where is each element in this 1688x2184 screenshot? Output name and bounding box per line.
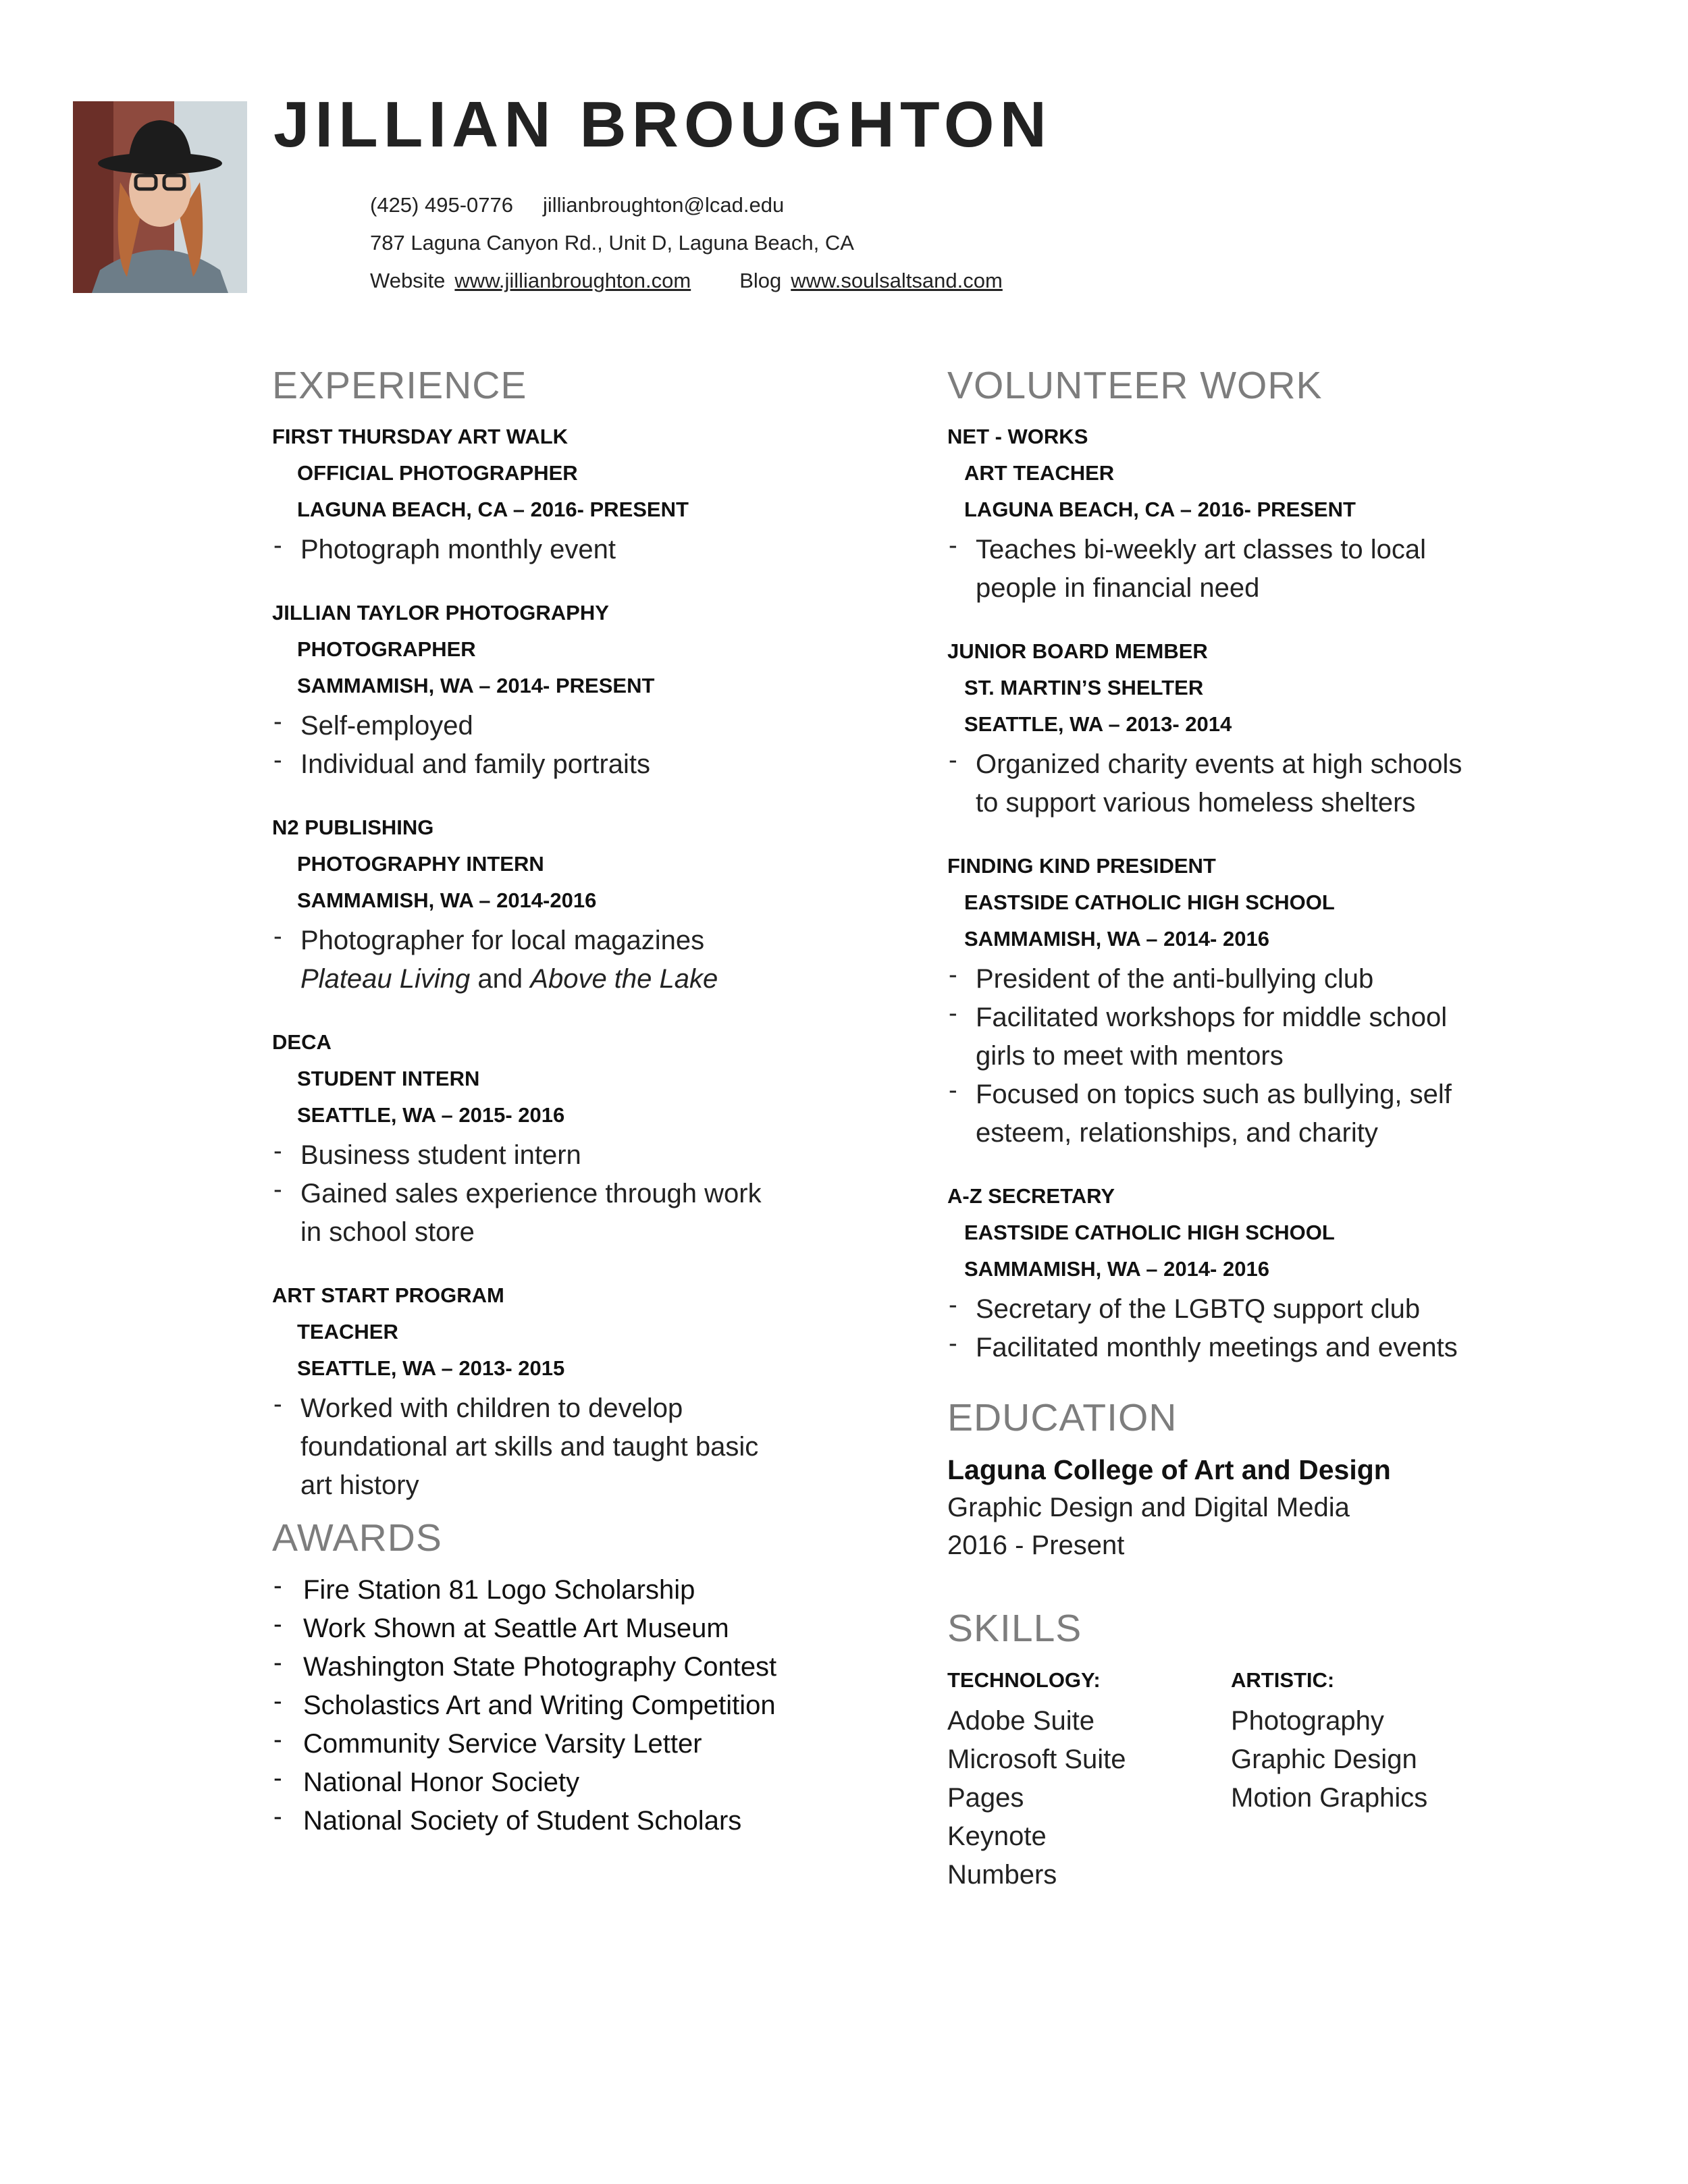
entry-organization: JILLIAN TAYLOR PHOTOGRAPHY bbox=[272, 601, 609, 624]
experience-entry bbox=[272, 419, 920, 569]
email-address[interactable]: jillianbroughton@lcad.edu bbox=[543, 193, 785, 217]
entry-location-dates: SEATTLE, WA – 2013- 2014 bbox=[964, 712, 1232, 736]
entry-role: ART TEACHER bbox=[964, 461, 1115, 485]
skill-item: Keynote bbox=[947, 1821, 1047, 1851]
phone-number: (425) 495-0776 bbox=[370, 193, 513, 217]
entry-bullet: - Business student intern bbox=[272, 1136, 920, 1175]
entry-bullet-continuation bbox=[272, 960, 920, 998]
entry-bullet-continuation: in school store bbox=[300, 1217, 475, 1247]
entry-bullet: - Secretary of the LGBTQ support club bbox=[947, 1290, 1595, 1329]
experience-entry bbox=[272, 1024, 920, 1252]
skill-item: Microsoft Suite bbox=[947, 1744, 1126, 1774]
entry-location-dates: LAGUNA BEACH, CA – 2016- PRESENT bbox=[297, 498, 689, 521]
right-column bbox=[947, 362, 1595, 1894]
education-program: Graphic Design and Digital Media bbox=[947, 1493, 1350, 1522]
home-address: 787 Laguna Canyon Rd., Unit D, Laguna Beach, CA bbox=[370, 231, 854, 255]
skill-item: Photography bbox=[1231, 1706, 1384, 1736]
entry-role: EASTSIDE CATHOLIC HIGH SCHOOL bbox=[964, 890, 1335, 914]
entry-location-dates: LAGUNA BEACH, CA – 2016- PRESENT bbox=[964, 498, 1356, 521]
entry-bullet: - Photographer for local magazines bbox=[272, 922, 920, 960]
technology-skills bbox=[947, 1661, 1231, 1894]
volunteer-entry bbox=[947, 633, 1595, 822]
entry-bullet: - Gained sales experience through work bbox=[272, 1175, 920, 1213]
entry-location-dates: SAMMAMISH, WA – 2014- PRESENT bbox=[297, 674, 655, 697]
entry-bullet: - Facilitated monthly meetings and events bbox=[947, 1329, 1595, 1367]
entry-role: TEACHER bbox=[297, 1320, 398, 1343]
award-item: - Work Shown at Seattle Art Museum bbox=[272, 1609, 920, 1648]
entry-bullet: - Worked with children to develop bbox=[272, 1389, 920, 1428]
volunteer-entry bbox=[947, 419, 1595, 608]
experience-heading: EXPERIENCE bbox=[272, 364, 527, 407]
awards-list bbox=[272, 1571, 920, 1840]
entry-organization: ART START PROGRAM bbox=[272, 1283, 504, 1307]
entry-bullet-continuation: girls to meet with mentors bbox=[976, 1041, 1284, 1071]
entry-bullet-continuation: to support various homeless shelters bbox=[976, 788, 1416, 818]
entry-location-dates: SEATTLE, WA – 2013- 2015 bbox=[297, 1356, 565, 1380]
entry-bullet: - Photograph monthly event bbox=[272, 531, 920, 569]
skill-item: Graphic Design bbox=[1231, 1744, 1417, 1774]
entry-organization: FIRST THURSDAY ART WALK bbox=[272, 425, 569, 448]
entry-organization: N2 PUBLISHING bbox=[272, 816, 434, 839]
experience-entry bbox=[272, 809, 920, 998]
artistic-label: ARTISTIC: bbox=[1231, 1668, 1335, 1692]
volunteer-entry bbox=[947, 848, 1595, 1152]
entry-organization: FINDING KIND PRESIDENT bbox=[947, 854, 1216, 878]
awards-heading: AWARDS bbox=[272, 1516, 442, 1560]
candidate-name: JILLIAN BROUGHTON bbox=[273, 88, 1052, 161]
entry-bullet: - President of the anti-bullying club bbox=[947, 960, 1595, 998]
technology-label: TECHNOLOGY: bbox=[947, 1668, 1101, 1692]
entry-role: EASTSIDE CATHOLIC HIGH SCHOOL bbox=[964, 1221, 1335, 1244]
entry-role: ST. MARTIN’S SHELTER bbox=[964, 676, 1204, 699]
entry-role: PHOTOGRAPHY INTERN bbox=[297, 852, 544, 876]
award-item: - Washington State Photography Contest bbox=[272, 1648, 920, 1686]
entry-organization: NET - WORKS bbox=[947, 425, 1088, 448]
entry-bullet: - Self-employed bbox=[272, 707, 920, 745]
entry-location-dates: SEATTLE, WA – 2015- 2016 bbox=[297, 1103, 565, 1127]
artistic-skills bbox=[1231, 1661, 1514, 1894]
education-block bbox=[947, 1451, 1595, 1564]
award-item: - Community Service Varsity Letter bbox=[272, 1725, 920, 1763]
experience-entry bbox=[272, 595, 920, 784]
entry-location-dates: SAMMAMISH, WA – 2014- 2016 bbox=[964, 927, 1269, 951]
conjunction-text: and bbox=[470, 964, 531, 994]
magazine-title: Above the Lake bbox=[530, 964, 718, 994]
website-label: Website bbox=[370, 269, 446, 292]
website-link[interactable]: www.jillianbroughton.com bbox=[454, 269, 691, 292]
education-school: Laguna College of Art and Design bbox=[947, 1454, 1391, 1485]
education-years: 2016 - Present bbox=[947, 1530, 1125, 1560]
entry-bullet: - Teaches bi-weekly art classes to local bbox=[947, 531, 1595, 569]
blog-label: Blog bbox=[739, 269, 782, 292]
blog-link[interactable]: www.soulsaltsand.com bbox=[791, 269, 1003, 292]
volunteer-heading: VOLUNTEER WORK bbox=[947, 364, 1323, 407]
skills-block bbox=[947, 1661, 1595, 1894]
skills-heading: SKILLS bbox=[947, 1607, 1082, 1650]
entry-location-dates: SAMMAMISH, WA – 2014-2016 bbox=[297, 888, 597, 912]
education-heading: EDUCATION bbox=[947, 1396, 1178, 1439]
entry-bullet-continuation: esteem, relationships, and charity bbox=[976, 1118, 1378, 1148]
left-column bbox=[272, 362, 920, 1840]
entry-organization: JUNIOR BOARD MEMBER bbox=[947, 639, 1208, 663]
magazine-title: Plateau Living bbox=[300, 964, 471, 994]
award-item: - Scholastics Art and Writing Competition bbox=[272, 1686, 920, 1725]
entry-bullet: - Organized charity events at high schools bbox=[947, 745, 1595, 784]
entry-bullet-continuation: people in financial need bbox=[976, 573, 1260, 603]
entry-bullet: - Facilitated workshops for middle school bbox=[947, 998, 1595, 1037]
entry-bullet-continuation: art history bbox=[300, 1470, 419, 1500]
award-item: - National Honor Society bbox=[272, 1763, 920, 1802]
entry-role: STUDENT INTERN bbox=[297, 1067, 480, 1090]
entry-organization: A-Z SECRETARY bbox=[947, 1184, 1115, 1208]
award-item: - Fire Station 81 Logo Scholarship bbox=[272, 1571, 920, 1609]
award-item: - National Society of Student Scholars bbox=[272, 1802, 920, 1840]
volunteer-entry bbox=[947, 1178, 1595, 1367]
profile-photo bbox=[73, 101, 247, 293]
entry-location-dates: SAMMAMISH, WA – 2014- 2016 bbox=[964, 1257, 1269, 1281]
entry-organization: DECA bbox=[272, 1030, 332, 1054]
skill-item: Numbers bbox=[947, 1860, 1057, 1890]
skill-item: Motion Graphics bbox=[1231, 1783, 1428, 1813]
entry-bullet: - Individual and family portraits bbox=[272, 745, 920, 784]
contact-line-3 bbox=[370, 269, 1051, 293]
contact-line-1 bbox=[370, 193, 814, 217]
contact-line-2 bbox=[370, 231, 884, 255]
entry-bullet: - Focused on topics such as bullying, self bbox=[947, 1075, 1595, 1114]
entry-role: OFFICIAL PHOTOGRAPHER bbox=[297, 461, 578, 485]
entry-bullet-continuation: foundational art skills and taught basic bbox=[300, 1432, 759, 1462]
experience-entry bbox=[272, 1277, 920, 1505]
entry-role: PHOTOGRAPHER bbox=[297, 637, 476, 661]
skill-item: Pages bbox=[947, 1783, 1024, 1813]
skill-item: Adobe Suite bbox=[947, 1706, 1094, 1736]
